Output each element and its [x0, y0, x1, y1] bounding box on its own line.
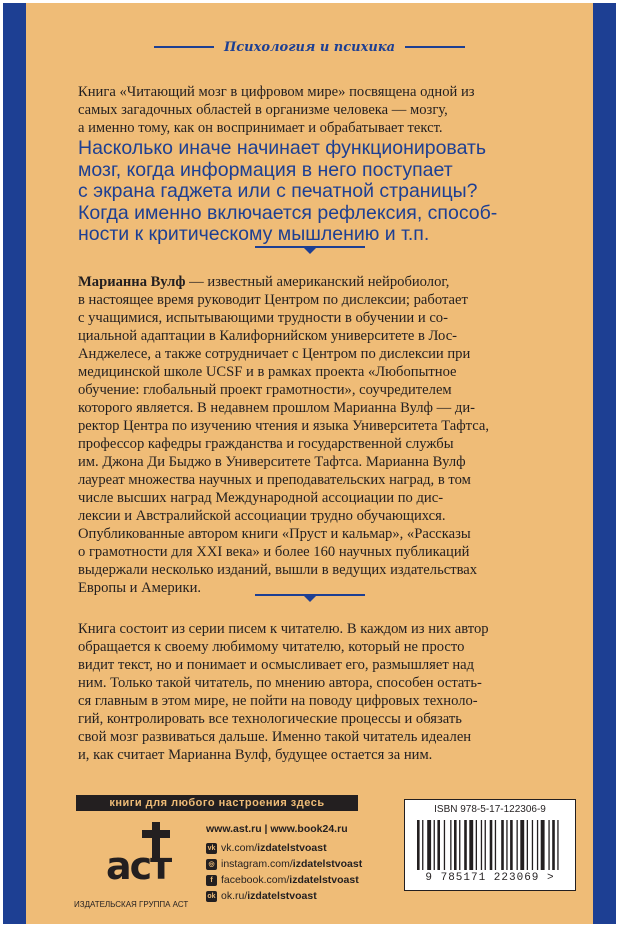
bio-line: в настоящее время руководит Центром по дислексии; работает [78, 292, 468, 308]
social-prefix: vk.com/ [221, 842, 258, 854]
bio-line: Опубликованные автором книги «Пруст и кальмар», «Рассказы [78, 526, 471, 542]
facebook-icon: f [206, 875, 217, 886]
bio-line: с учащимися, испытывающими трудности в обучении и со- [78, 310, 448, 326]
section-divider [26, 243, 593, 251]
book-back-cover [3, 3, 616, 924]
bio-line: Анджелесе, а также сотрудничает с Центром по дислексии при [78, 346, 471, 362]
bio-first-line [78, 273, 558, 291]
book-description [78, 620, 558, 764]
highlight-line: Насколько иначе начинает функционировать [78, 137, 487, 159]
isbn-digits: 9 785171 223069 > [425, 872, 555, 884]
intro-line: а именно тому, как он воспринимает и обрабатывает текст. [78, 120, 443, 136]
social-handle: izdatelstvoast [247, 890, 317, 902]
barcode-icon [413, 820, 567, 872]
book-line: и, как считает Марианна Вулф, будущее остается за ним. [78, 747, 433, 763]
author-bio [78, 273, 558, 597]
cover-panel [26, 3, 593, 924]
series-rule-left [154, 46, 214, 48]
bio-line: выдержали несколько изданий, вышли в ведущих издательствах [78, 562, 478, 578]
logo-word: aст [106, 844, 171, 888]
book-line: видит текст, но и понимает и осмысливает его, размышляет над [78, 657, 475, 673]
vk-icon: vk [207, 844, 216, 852]
slogan-banner: книги для любого настроения здесь [76, 795, 358, 811]
social-prefix: facebook.com/ [221, 874, 290, 886]
publisher-links [206, 823, 362, 905]
series-header [26, 37, 593, 57]
section-divider [26, 591, 593, 599]
highlight-line: мозг, когда информация в него поступает [78, 158, 453, 181]
bio-line: обучение: глобальный проект грамотности», соучредителем [78, 382, 452, 398]
bio-line: ректор Центра по изучению чтения и языка Университета Тафтса, [78, 418, 490, 434]
highlight-line: ности к критическому мышлению и т.п. [78, 223, 430, 245]
bio-line: о грамотности для XXI века» и более 160 научных публикаций [78, 544, 470, 560]
social-link-vk[interactable] [206, 841, 362, 855]
bio-line: им. Джона Ди Быджо в Университете Тафтса. Марианна Вулф [78, 454, 466, 470]
highlight-question [78, 138, 578, 246]
isbn-label: ISBN 978-5-17-122306-9 [434, 804, 546, 815]
isbn-block [404, 799, 576, 891]
book-line: обращается к своему любимому читателю, который не просто [78, 639, 465, 655]
social-prefix: instagram.com/ [221, 858, 293, 870]
social-link-ok[interactable] [206, 889, 362, 903]
intro-paragraph [78, 83, 558, 137]
series-title: Психология и психика [223, 39, 396, 55]
social-prefix: ok.ru/ [221, 890, 248, 902]
social-handle: izdatelstvoast [289, 874, 359, 886]
instagram-icon: ◎ [206, 859, 217, 870]
bio-line: Европы и Америки. [78, 580, 202, 596]
bio-line: лауреат множества научных и преподавательских наград, в том [78, 472, 471, 488]
social-link-instagram[interactable] [206, 857, 362, 871]
bio-line: которого является. В недавнем прошлом Марианна Вулф — ди- [78, 400, 475, 416]
social-handle: izdatelstvoast [292, 858, 363, 870]
intro-line: самых загадочных областей в организме человека — мозгу, [78, 102, 448, 118]
bio-line: медицинской школе UCSF и в рамках проекта «Любопытное [78, 364, 457, 380]
divider-triangle [302, 246, 318, 254]
logo-caption: ИЗДАТЕЛЬСКАЯ ГРУППА АСТ [74, 900, 189, 909]
publisher-footer [26, 789, 593, 919]
bio-first-rest: — известный американский нейробиолог, [185, 274, 450, 290]
publisher-logo [74, 822, 204, 909]
bio-line: числе высших наград Международной ассоциации по дис- [78, 490, 444, 506]
author-name: Марианна Вулф [78, 274, 186, 290]
bio-line: лексии и Австралийской ассоциации трудно обучающихся. [78, 508, 446, 524]
book-line: свой мозг развиваться дальше. Именно такой читатель идеален [78, 729, 472, 745]
book-line: ся главным в этом мире, не пойти на поводу цифровых техноло- [78, 693, 478, 709]
website-link[interactable]: www.ast.ru | www.book24.ru [206, 823, 348, 835]
social-handle: izdatelstvoast [257, 842, 327, 854]
book-line: Книга состоит из серии писем к читателю. В каждом из них автор [78, 621, 489, 637]
highlight-line: с экрана гаджета или с печатной страницы? [78, 180, 478, 202]
series-rule-right [405, 46, 465, 48]
divider-triangle [302, 594, 318, 602]
book-line: гий, контролировать все технологические процессы и обязать [78, 711, 462, 727]
ok-icon: ok [207, 892, 216, 900]
bio-line: профессор кафедры гражданства и государственной службы [78, 436, 454, 452]
bio-line: циальной адаптации в Калифорнийском университете в Лос- [78, 328, 458, 344]
intro-line: Книга «Читающий мозг в цифровом мире» посвящена одной из [78, 84, 475, 100]
social-link-facebook[interactable] [206, 873, 362, 887]
highlight-line: Когда именно включается рефлексия, способ- [78, 201, 498, 224]
book-line: ним. Только такой читатель, по мнению автора, способен остать- [78, 675, 482, 691]
